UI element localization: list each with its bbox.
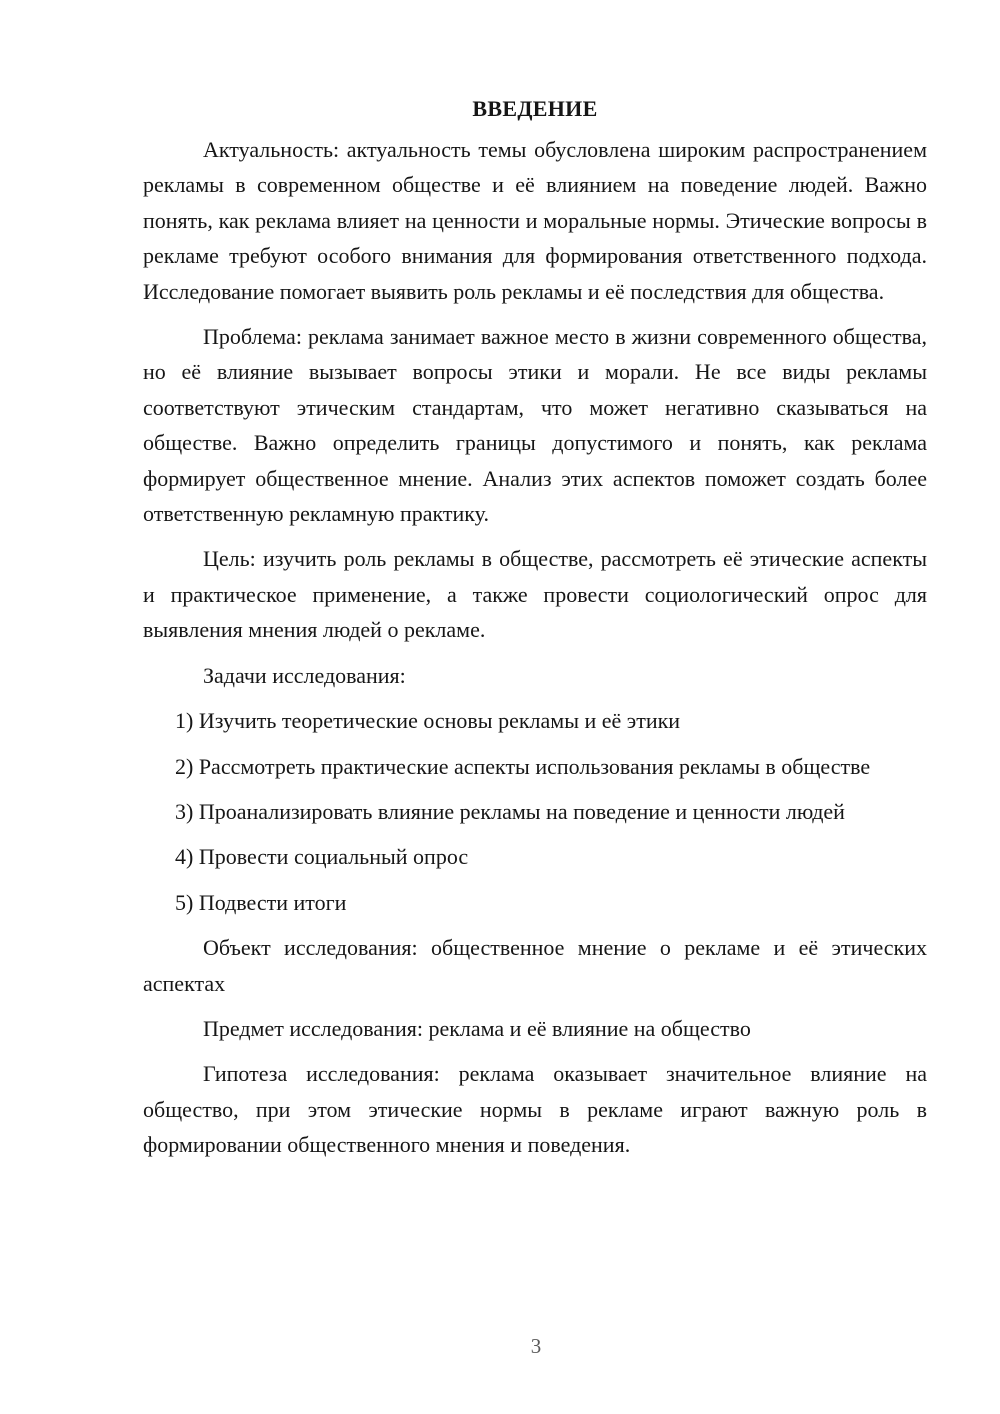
task-item: 2) Рассмотреть практические аспекты использования рекламы в обществе	[175, 753, 871, 779]
problem-paragraph: Проблема: реклама занимает важное место в жизни современного общества, но её влияние вызывает вопросы этики и морали. Не все виды рекламы соответствуют этическим стандартам, что может негативно сказываться на обществе. Важно определить границы допустимого и понять, как реклама формирует общественное мнение. Анализ этих аспектов поможет создать более ответственную рекламную практику.	[143, 324, 927, 527]
section-heading: ВВЕДЕНИЕ	[472, 96, 598, 121]
page-content	[143, 92, 927, 1173]
task-item: 1) Изучить теоретические основы рекламы и её этики	[175, 708, 681, 734]
subject-paragraph: Предмет исследования: реклама и её влияние на общество	[203, 1015, 751, 1041]
relevance-paragraph: Актуальность: актуальность темы обусловлена широким распространением рекламы в современном обществе и её влиянием на поведение людей. Важно понять, как реклама влияет на ценности и моральные нормы. Этические вопросы в рекламе требуют особого внимания для формирования ответственного подхода. Исследование помогает выявить роль рекламы и её последствия для общества.	[143, 137, 927, 304]
task-item: 3) Проанализировать влияние рекламы на поведение и ценности людей	[175, 798, 845, 824]
tasks-title: Задачи исследования:	[203, 662, 406, 688]
task-item: 5) Подвести итоги	[175, 889, 347, 915]
page-number: 3	[530, 1334, 542, 1358]
task-item: 4) Провести социальный опрос	[175, 844, 469, 870]
hypothesis-paragraph: Гипотеза исследования: реклама оказывает значительное влияние на общество, при этом этические нормы в рекламе играют важную роль в формировании общественного мнения и поведения.	[143, 1061, 927, 1158]
object-paragraph: Объект исследования: общественное мнение о рекламе и её этических аспектах	[143, 935, 927, 996]
goal-paragraph: Цель: изучить роль рекламы в обществе, рассмотреть её этические аспекты и практическое применение, а также провести социологический опрос для выявления мнения людей о рекламе.	[143, 546, 927, 643]
